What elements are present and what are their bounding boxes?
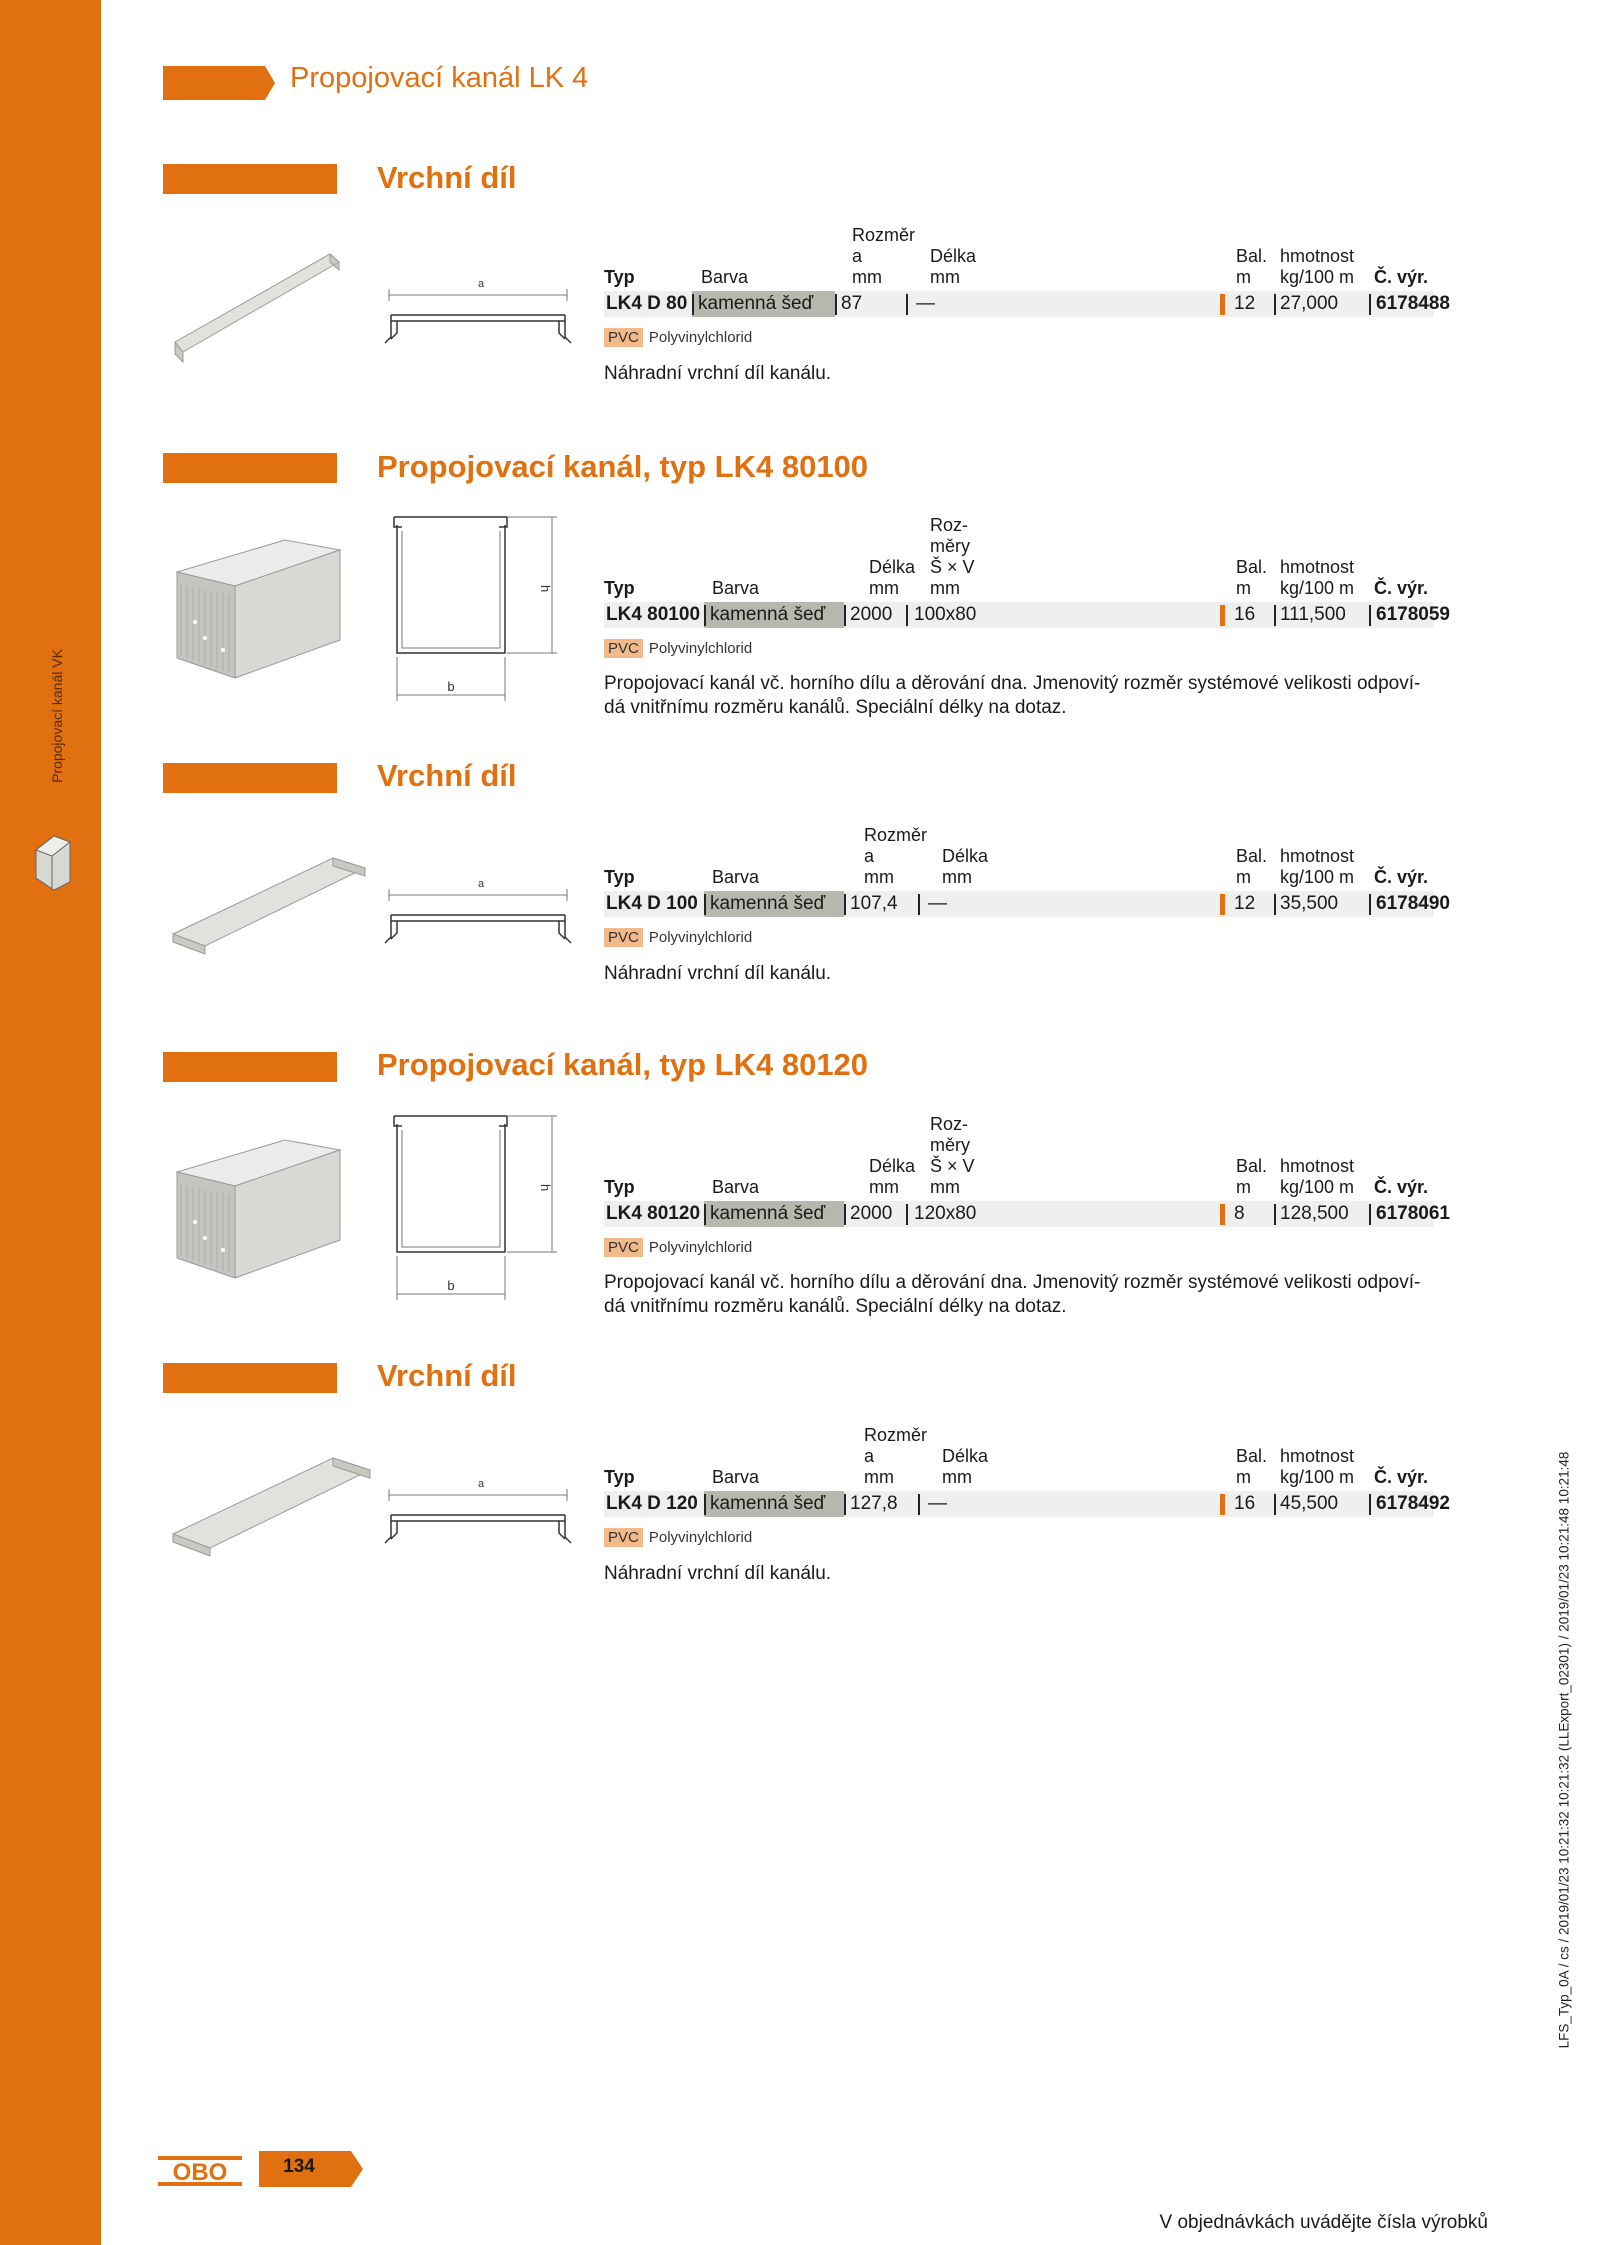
col-rozmer-1: Rozměr: [852, 225, 916, 245]
col-barva: Barva: [701, 267, 749, 287]
material-badge: PVC: [604, 1528, 643, 1547]
section-title: Propojovací kanál, typ LK4 80120: [377, 1047, 869, 1082]
material-line: [604, 328, 752, 347]
dim-h-label: h: [538, 585, 553, 593]
cell-cislo: 6178488: [1376, 293, 1450, 314]
section-bar: [163, 1363, 337, 1393]
section-title: Propojovací kanál, typ LK4 80100: [377, 449, 869, 484]
table-row: [604, 291, 1450, 317]
cell-hmotnost: 128,500: [1280, 1203, 1349, 1224]
col-hmotnost-2: kg/100 m: [1280, 1467, 1355, 1487]
cell-a: 127,8: [850, 1493, 898, 1514]
cell-delka: —: [928, 893, 947, 914]
col-cislo: Č. výr.: [1374, 267, 1429, 287]
cell-hmotnost: 45,500: [1280, 1493, 1339, 1514]
col-cislo: Č. výr.: [1374, 578, 1429, 598]
col-delka-2: mm: [942, 1467, 972, 1487]
cell-a: 87: [841, 293, 863, 314]
section-title: Vrchní díl: [377, 160, 517, 195]
cover-drawing: [377, 1475, 577, 1565]
table-row: [604, 602, 1450, 628]
col-barva: Barva: [712, 1177, 760, 1197]
cell-bal: 12: [1234, 893, 1256, 914]
col-delka-2: mm: [942, 867, 972, 887]
page-title: Propojovací kanál LK 4: [290, 62, 589, 94]
col-rozmery-4: mm: [930, 1177, 960, 1197]
dim-a-label: a: [477, 278, 485, 290]
section-bar: [163, 763, 337, 793]
material-badge: PVC: [604, 1238, 643, 1257]
section-title: Vrchní díl: [377, 758, 517, 793]
note: Náhradní vrchní díl kanálu.: [604, 363, 832, 384]
cell-barva: kamenná šeď: [710, 893, 826, 914]
cell-typ: LK4 80100: [606, 604, 701, 625]
col-typ: Typ: [604, 867, 635, 887]
col-delka-1: Délka: [869, 557, 916, 577]
dim-b-label: b: [447, 679, 455, 694]
col-rozmer-3: mm: [864, 867, 894, 887]
cell-cislo: 6178490: [1376, 893, 1450, 914]
dim-a-label: a: [477, 878, 485, 890]
cell-hmotnost: 111,500: [1280, 604, 1346, 625]
side-strip: [0, 0, 101, 2245]
col-hmotnost-1: hmotnost: [1280, 1446, 1355, 1466]
material-badge: PVC: [604, 328, 643, 347]
col-rozmer-2: a: [864, 846, 875, 866]
section-bar: [163, 164, 337, 194]
cover-drawing: [377, 275, 577, 365]
col-barva: Barva: [712, 578, 760, 598]
cell-cislo: 6178059: [1376, 604, 1450, 625]
col-barva: Barva: [712, 1467, 760, 1487]
cover-photo: [165, 850, 375, 960]
col-rozmer-2: a: [864, 1446, 875, 1466]
cell-typ: LK4 80120: [606, 1203, 701, 1224]
material-badge: PVC: [604, 928, 643, 947]
page-number: 134: [283, 2156, 315, 2177]
material-text: Polyvinylchlorid: [648, 329, 753, 346]
col-hmotnost-1: hmotnost: [1280, 1156, 1355, 1176]
cell-delka: —: [928, 1493, 947, 1514]
cell-bal: 16: [1234, 1493, 1256, 1514]
col-barva: Barva: [712, 867, 760, 887]
col-typ: Typ: [604, 1177, 635, 1197]
duct-cross-section: [377, 1104, 577, 1304]
cell-hmotnost: 35,500: [1280, 893, 1339, 914]
col-typ: Typ: [604, 578, 635, 598]
note: Propojovací kanál vč. horního dílu a děrování dna. Jmenovitý rozměr systémové velikosti odpoví- dá vnitřnímu rozměru kanálů. Speciální délky na dotaz.: [604, 673, 1421, 718]
col-hmotnost-2: kg/100 m: [1280, 578, 1355, 598]
cell-bal: 12: [1234, 293, 1256, 314]
col-cislo: Č. výr.: [1374, 867, 1429, 887]
col-rozmer-3: mm: [864, 1467, 894, 1487]
col-rozmery-3: Š × V: [930, 1156, 975, 1176]
material-text: Polyvinylchlorid: [648, 640, 753, 657]
col-bal-1: Bal.: [1236, 557, 1268, 577]
duct-photo: [165, 1130, 365, 1280]
material-line: [604, 928, 752, 947]
cell-typ: LK4 D 120: [606, 1493, 698, 1514]
col-hmotnost-2: kg/100 m: [1280, 1177, 1355, 1197]
print-metadata: LFS_Typ_0A / cs / 2019/01/23 10:21:32 10:21:32 (LLExport_02301) / 2019/01/23 10:21:48 10:21:48: [1556, 1451, 1572, 2049]
cell-typ: LK4 D 100: [606, 893, 698, 914]
col-bal-1: Bal.: [1236, 846, 1268, 866]
col-delka-2: mm: [930, 267, 960, 287]
material-badge: PVC: [604, 639, 643, 658]
duct-cross-section: [377, 505, 577, 705]
table-row: [604, 1491, 1450, 1517]
section-bar: [163, 453, 337, 483]
footer-note: V objednávkách uvádějte čísla výrobků: [1159, 2212, 1488, 2233]
col-rozmery-2: měry: [930, 536, 970, 556]
col-typ: Typ: [604, 1467, 635, 1487]
col-rozmery-1: Roz-: [930, 1114, 969, 1134]
col-bal-1: Bal.: [1236, 1446, 1268, 1466]
cell-hmotnost: 27,000: [1280, 293, 1339, 314]
cell-cislo: 6178061: [1376, 1203, 1450, 1224]
col-hmotnost-1: hmotnost: [1280, 557, 1355, 577]
cell-cislo: 6178492: [1376, 1493, 1450, 1514]
material-text: Polyvinylchlorid: [648, 1529, 753, 1546]
col-bal-2: m: [1236, 578, 1251, 598]
duct-photo: [165, 530, 365, 680]
cell-bal: 8: [1234, 1203, 1245, 1224]
dim-h-label: h: [538, 1184, 553, 1192]
cell-barva: kamenná šeď: [698, 293, 814, 314]
col-rozmer-1: Rozměr: [864, 1425, 928, 1445]
table-row: [604, 891, 1450, 917]
material-text: Polyvinylchlorid: [648, 1239, 753, 1256]
dim-b-label: b: [447, 1278, 455, 1293]
col-hmotnost-2: kg/100 m: [1280, 867, 1355, 887]
dim-a-label: a: [477, 1478, 485, 1490]
col-delka-1: Délka: [942, 846, 989, 866]
cell-rozmery: 100x80: [914, 604, 977, 625]
col-delka-2: mm: [869, 578, 899, 598]
section-bar: [163, 1052, 337, 1082]
col-rozmery-1: Roz-: [930, 515, 969, 535]
col-bal-1: Bal.: [1236, 246, 1268, 266]
material-text: Polyvinylchlorid: [648, 929, 753, 946]
material-line: [604, 639, 752, 658]
col-bal-2: m: [1236, 867, 1251, 887]
cell-barva: kamenná šeď: [710, 604, 826, 625]
logo-text: OBO: [172, 2159, 228, 2186]
col-rozmer-3: mm: [852, 267, 882, 287]
cell-barva: kamenná šeď: [710, 1493, 826, 1514]
col-hmotnost-2: kg/100 m: [1280, 267, 1355, 287]
col-hmotnost-1: hmotnost: [1280, 846, 1355, 866]
col-bal-2: m: [1236, 1467, 1251, 1487]
col-delka-2: mm: [869, 1177, 899, 1197]
col-rozmery-4: mm: [930, 578, 960, 598]
duct-thumbnail-icon: [32, 832, 74, 892]
section-title: Vrchní díl: [377, 1358, 517, 1393]
col-rozmery-3: Š × V: [930, 557, 975, 577]
col-delka-1: Délka: [942, 1446, 989, 1466]
col-bal-1: Bal.: [1236, 1156, 1268, 1176]
col-cislo: Č. výr.: [1374, 1177, 1429, 1197]
col-bal-2: m: [1236, 1177, 1251, 1197]
cell-typ: LK4 D 80: [606, 293, 688, 314]
header-arrow: [163, 66, 275, 100]
col-delka-1: Délka: [930, 246, 977, 266]
note: Náhradní vrchní díl kanálu.: [604, 1563, 832, 1584]
note: Propojovací kanál vč. horního dílu a děrování dna. Jmenovitý rozměr systémové velikosti odpoví- dá vnitřnímu rozměru kanálů. Speciální délky na dotaz.: [604, 1272, 1421, 1317]
col-bal-2: m: [1236, 267, 1251, 287]
cell-rozmery: 120x80: [914, 1203, 977, 1224]
col-cislo: Č. výr.: [1374, 1467, 1429, 1487]
cell-bal: 16: [1234, 604, 1256, 625]
cell-delka: 2000: [850, 604, 893, 625]
col-typ: Typ: [604, 267, 635, 287]
col-rozmer-2: a: [852, 246, 863, 266]
cover-drawing: [377, 875, 577, 965]
col-rozmer-1: Rozměr: [864, 825, 928, 845]
col-delka-1: Délka: [869, 1156, 916, 1176]
cover-photo: [165, 1450, 380, 1560]
material-line: [604, 1528, 752, 1547]
cell-delka: —: [916, 293, 935, 314]
obo-logo: [158, 2156, 242, 2186]
note: Náhradní vrchní díl kanálu.: [604, 963, 832, 984]
col-hmotnost-1: hmotnost: [1280, 246, 1355, 266]
table-row: [604, 1201, 1450, 1227]
cell-barva: kamenná šeď: [710, 1203, 826, 1224]
col-rozmery-2: měry: [930, 1135, 970, 1155]
cell-a: 107,4: [850, 893, 898, 914]
material-line: [604, 1238, 752, 1257]
side-label: Propojovací kanál VK: [49, 649, 65, 783]
cover-photo: [165, 250, 345, 370]
cell-delka: 2000: [850, 1203, 893, 1224]
